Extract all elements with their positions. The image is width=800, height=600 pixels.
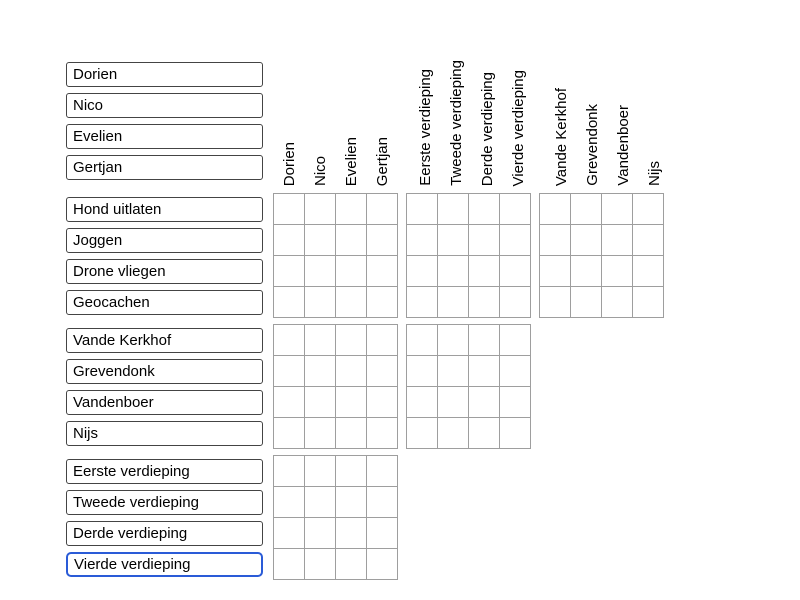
column-header-cell [367, 137, 398, 188]
grid-cell[interactable] [336, 549, 366, 579]
grid-cell[interactable] [305, 287, 335, 317]
grid-cell[interactable] [274, 287, 304, 317]
grid-cell[interactable] [500, 418, 530, 448]
row-label-text: Drone vliegen [73, 263, 166, 280]
grid-cell[interactable] [469, 194, 499, 224]
grid-cell[interactable] [305, 225, 335, 255]
grid-cell[interactable] [305, 518, 335, 548]
grid-block [539, 193, 664, 318]
header-block-floors [409, 60, 537, 188]
grid-cell[interactable] [336, 356, 366, 386]
column-header-cell [441, 60, 472, 188]
grid-cell[interactable] [438, 225, 468, 255]
grid-cell[interactable] [274, 487, 304, 517]
column-header-text: Dorien [281, 141, 298, 186]
column-header-text: Grevendonk [584, 104, 601, 186]
grid-cell[interactable] [633, 256, 663, 286]
row-label-box[interactable] [66, 124, 263, 149]
grid-block [406, 324, 531, 449]
grid-cell[interactable] [407, 256, 437, 286]
grid-cell[interactable] [571, 287, 601, 317]
grid-block [273, 193, 398, 318]
grid-cell[interactable] [367, 549, 397, 579]
grid-cell[interactable] [305, 549, 335, 579]
grid-cell[interactable] [367, 194, 397, 224]
grid-block-row [273, 193, 664, 318]
row-label-text: Vandenboer [73, 394, 154, 411]
grid-cell[interactable] [274, 456, 304, 486]
header-block-surnames [545, 88, 673, 188]
grid-cell[interactable] [469, 256, 499, 286]
grid-cell[interactable] [305, 194, 335, 224]
column-header-text: Evelien [343, 136, 360, 186]
column-header-cell [336, 137, 367, 188]
grid-cell[interactable] [540, 194, 570, 224]
grid-cell[interactable] [367, 487, 397, 517]
row-label-box[interactable] [66, 359, 263, 384]
row-label-text: Eerste verdieping [73, 463, 190, 480]
row-label-box[interactable] [66, 459, 263, 484]
grid-cell[interactable] [274, 194, 304, 224]
grid-cell[interactable] [438, 256, 468, 286]
row-label-text: Derde verdieping [73, 525, 188, 542]
row-label-text: Nico [73, 97, 104, 114]
group-row-activities [66, 193, 673, 318]
grid-cell[interactable] [367, 256, 397, 286]
grid-cell[interactable] [336, 225, 366, 255]
column-header-cell [546, 88, 577, 188]
grid-cell[interactable] [274, 256, 304, 286]
grid-cell[interactable] [367, 456, 397, 486]
grid-cell[interactable] [367, 387, 397, 417]
grid-cell[interactable] [407, 325, 437, 355]
grid-cell[interactable] [633, 287, 663, 317]
row-label-box[interactable] [66, 155, 263, 180]
column-header-cell [410, 69, 441, 188]
grid-cell[interactable] [367, 287, 397, 317]
row-label-box[interactable] [66, 62, 263, 87]
grid-block [273, 455, 398, 580]
grid-groups [66, 193, 673, 580]
row-label-box[interactable] [66, 259, 263, 284]
column-header-text: Derde verdieping [479, 71, 496, 186]
grid-cell[interactable] [602, 225, 632, 255]
grid-cell[interactable] [571, 225, 601, 255]
grid-cell[interactable] [305, 456, 335, 486]
group-row-floors [66, 455, 673, 580]
grid-block [273, 324, 398, 449]
grid-cell[interactable] [602, 194, 632, 224]
column-header-cell [608, 105, 639, 188]
column-header-cell [577, 104, 608, 188]
grid-cell[interactable] [500, 356, 530, 386]
column-header-text: Vande Kerkhof [553, 87, 570, 186]
header-block-names [273, 137, 401, 188]
grid-cell[interactable] [336, 487, 366, 517]
grid-cell[interactable] [336, 194, 366, 224]
grid-cell[interactable] [367, 225, 397, 255]
grid-cell[interactable] [633, 194, 663, 224]
grid-cell[interactable] [367, 518, 397, 548]
column-header-text: Gertjan [374, 136, 391, 186]
row-label-box[interactable] [66, 93, 263, 118]
grid-cell[interactable] [336, 456, 366, 486]
grid-cell[interactable] [602, 287, 632, 317]
grid-cell[interactable] [367, 418, 397, 448]
grid-cell[interactable] [469, 325, 499, 355]
row-label-text: Vande Kerkhof [73, 332, 172, 349]
row-label-box[interactable] [66, 228, 263, 253]
grid-cell[interactable] [274, 356, 304, 386]
grid-cell[interactable] [571, 194, 601, 224]
grid-cell[interactable] [500, 225, 530, 255]
grid-cell[interactable] [274, 225, 304, 255]
grid-cell[interactable] [438, 387, 468, 417]
grid-cell[interactable] [500, 256, 530, 286]
column-header-text: Vandenboer [615, 105, 632, 186]
grid-cell[interactable] [336, 256, 366, 286]
grid-block-row [273, 324, 531, 449]
grid-cell[interactable] [274, 387, 304, 417]
grid-cell[interactable] [438, 194, 468, 224]
grid-cell[interactable] [274, 549, 304, 579]
grid-cell[interactable] [336, 287, 366, 317]
puzzle-layout [66, 10, 673, 586]
row-label-box[interactable] [66, 421, 263, 446]
column-header-cell [472, 72, 503, 188]
grid-cell[interactable] [469, 418, 499, 448]
column-header-text: Eerste verdieping [417, 69, 434, 186]
grid-cell[interactable] [305, 387, 335, 417]
grid-cell[interactable] [407, 387, 437, 417]
grid-cell[interactable] [500, 194, 530, 224]
column-header-cell [503, 70, 534, 188]
row-label-text: Geocachen [73, 294, 150, 311]
row-label-column-surnames [66, 324, 263, 449]
row-label-text: Dorien [73, 66, 118, 83]
grid-cell[interactable] [540, 256, 570, 286]
row-label-text: Nijs [73, 425, 98, 442]
column-header-text: Nijs [646, 161, 663, 186]
row-label-text: Tweede verdieping [73, 494, 199, 511]
column-header-cell [274, 142, 305, 188]
row-label-box-focused[interactable] [66, 552, 263, 577]
grid-cell[interactable] [336, 387, 366, 417]
grid-cell[interactable] [469, 356, 499, 386]
row-label-text: Joggen [73, 232, 123, 249]
row-label-column-activities [66, 193, 263, 318]
grid-cell[interactable] [602, 256, 632, 286]
row-label-text: Vierde verdieping [74, 556, 191, 573]
grid-cell[interactable] [305, 256, 335, 286]
row-label-box[interactable] [66, 490, 263, 515]
grid-cell[interactable] [305, 418, 335, 448]
header-band [66, 10, 673, 188]
column-header-text: Nico [312, 155, 329, 186]
row-label-text: Gertjan [73, 159, 123, 176]
row-label-text: Hond uitlaten [73, 201, 162, 218]
row-label-column-floors [66, 455, 263, 580]
grid-cell[interactable] [571, 256, 601, 286]
grid-cell[interactable] [438, 418, 468, 448]
grid-cell[interactable] [469, 287, 499, 317]
row-label-box[interactable] [66, 290, 263, 315]
grid-cell[interactable] [274, 518, 304, 548]
column-header-cell [639, 161, 670, 188]
grid-cell[interactable] [336, 325, 366, 355]
grid-cell[interactable] [367, 356, 397, 386]
grid-cell[interactable] [438, 325, 468, 355]
grid-cell[interactable] [367, 325, 397, 355]
grid-cell[interactable] [274, 418, 304, 448]
row-label-text: Evelien [73, 128, 123, 145]
group-row-surnames [66, 324, 673, 449]
grid-cell[interactable] [407, 418, 437, 448]
row-label-box[interactable] [66, 390, 263, 415]
top-left-label-column [66, 62, 263, 188]
grid-block [406, 193, 531, 318]
column-headers [273, 60, 673, 188]
column-header-text: Vierde verdieping [510, 69, 527, 186]
row-label-box[interactable] [66, 328, 263, 353]
grid-cell[interactable] [469, 225, 499, 255]
column-header-cell [305, 156, 336, 188]
grid-cell[interactable] [540, 287, 570, 317]
grid-cell[interactable] [438, 356, 468, 386]
row-label-box[interactable] [66, 521, 263, 546]
grid-cell[interactable] [305, 325, 335, 355]
grid-cell[interactable] [500, 325, 530, 355]
grid-block-row [273, 455, 398, 580]
grid-cell[interactable] [407, 356, 437, 386]
row-label-text: Grevendonk [73, 363, 155, 380]
grid-cell[interactable] [407, 287, 437, 317]
grid-cell[interactable] [274, 325, 304, 355]
grid-cell[interactable] [633, 225, 663, 255]
grid-cell[interactable] [438, 287, 468, 317]
grid-cell[interactable] [407, 225, 437, 255]
grid-cell[interactable] [500, 387, 530, 417]
grid-cell[interactable] [305, 487, 335, 517]
grid-cell[interactable] [305, 356, 335, 386]
grid-cell[interactable] [407, 194, 437, 224]
row-label-box[interactable] [66, 197, 263, 222]
grid-cell[interactable] [336, 418, 366, 448]
grid-cell[interactable] [469, 387, 499, 417]
column-header-text: Tweede verdieping [448, 60, 465, 186]
grid-cell[interactable] [540, 225, 570, 255]
grid-cell[interactable] [500, 287, 530, 317]
grid-cell[interactable] [336, 518, 366, 548]
